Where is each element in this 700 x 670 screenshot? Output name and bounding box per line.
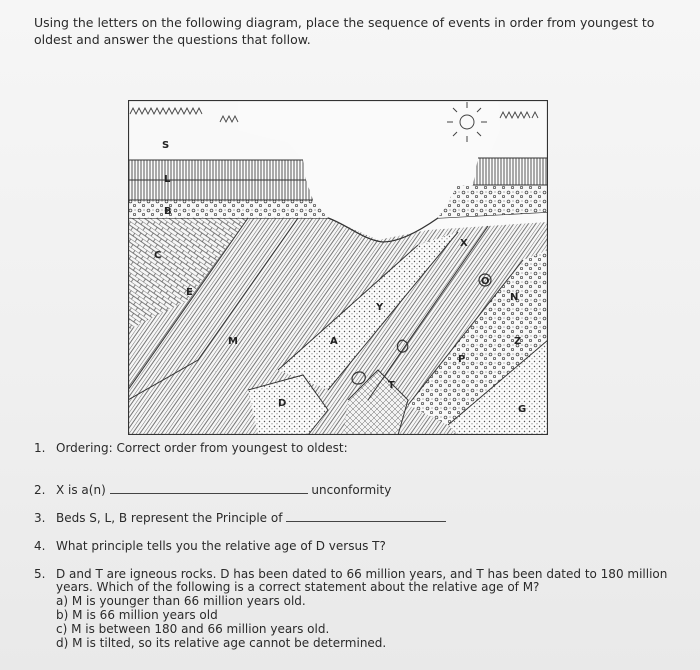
option-a[interactable]: a) M is younger than 66 million years old. (56, 594, 306, 608)
question-4: 4. What principle tells you the relative age of D versus T? (34, 539, 386, 553)
label-y: Y (376, 302, 384, 313)
label-d: D (278, 398, 287, 409)
question-5: 5. D and T are igneous rocks. D has been dated to 66 million years, and T has been dated to 180 million (34, 567, 668, 581)
label-n: N (510, 292, 519, 303)
answer-blank-principle[interactable] (286, 521, 446, 522)
question-2: 2. X is a(n) unconformity (34, 483, 392, 497)
label-p: P (458, 354, 466, 365)
label-e: E (186, 287, 193, 298)
label-z: Z (514, 336, 522, 347)
label-o: O (481, 276, 490, 287)
option-d[interactable]: d) M is tilted, so its relative age cannot be determined. (56, 636, 387, 650)
label-t: T (388, 380, 395, 391)
label-s: S (162, 140, 170, 151)
label-c: C (154, 250, 162, 261)
instructions-text: Using the letters on the following diagram, place the sequence of events in order from youngest to oldest and answer the questions that follow. (34, 15, 655, 47)
answer-blank-x[interactable] (110, 493, 308, 494)
geologic-cross-section-diagram (128, 100, 548, 435)
label-x: X (460, 238, 468, 249)
label-m: M (228, 336, 238, 347)
label-l: L (164, 174, 171, 185)
question-1: 1. Ordering: Correct order from youngest to oldest: (34, 441, 348, 455)
option-c[interactable]: c) M is between 180 and 66 million years old. (56, 622, 330, 636)
question-5-line-2: years. Which of the following is a correct statement about the relative age of M? (56, 580, 540, 594)
label-b: B (164, 206, 172, 217)
label-a: A (330, 336, 338, 347)
question-3: 3. Beds S, L, B represent the Principle of (34, 511, 446, 525)
label-g: G (518, 404, 527, 415)
option-b[interactable]: b) M is 66 million years old (56, 608, 218, 622)
